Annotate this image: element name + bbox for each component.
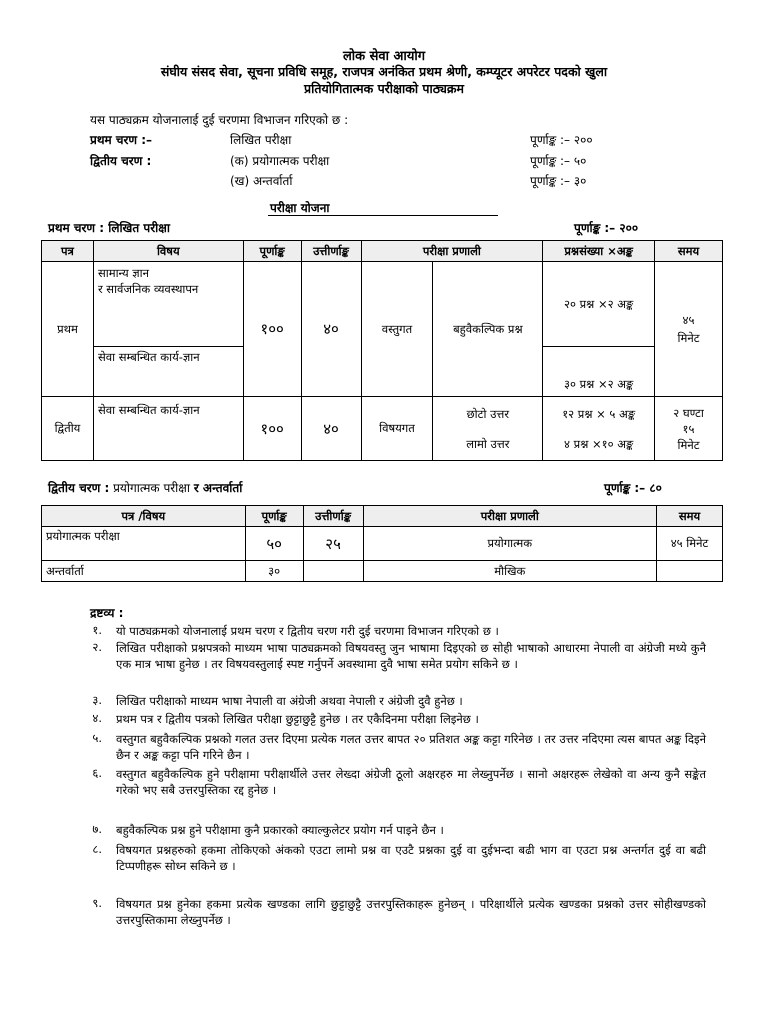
note-text: विषयगत प्रश्न हुनेका हकमा प्रत्येक खण्डका लागि छुट्टाछुट्टै उत्तरपुस्तिकाहरू हुनेछन् । परिक्षार्थीले प्रत्येक खण्डका प्रश्नको उत्तर सोहीखण्डको उत्तरपुस्तिकामा लेख्नुपर्नेछ । xyxy=(116,897,706,927)
doc-subtitle: संघीय संसद सेवा, सूचना प्रविधि समूह, राजपत्र अनंकित प्रथम श्रेणी, कम्प्यूटर अपरेटर पदको खुला xyxy=(160,64,608,79)
phase2-marks-1: पूर्णाङ्क :– ५० xyxy=(530,154,587,168)
paper2-pass: ४० xyxy=(301,397,361,461)
paper1-subject-a xyxy=(93,262,243,347)
phase2-item-1: (क) प्रयोगात्मक परीक्षा xyxy=(230,154,330,168)
note-number: ५. xyxy=(92,731,102,745)
note-number: ३. xyxy=(92,693,102,707)
paper1-time xyxy=(655,262,723,397)
paper2-q2: ४ प्रश्न ×१० अङ्क xyxy=(564,436,634,451)
written-exam-table xyxy=(41,240,723,461)
paper2-subject: सेवा सम्बन्धित कार्य-ज्ञान xyxy=(93,397,243,461)
paper1-q2: ३० प्रश्न ×२ अङ्क xyxy=(543,347,655,397)
note-number: २. xyxy=(92,640,102,654)
interview-time xyxy=(657,561,723,582)
phase1-marks: पूर्णाङ्क :– २०० xyxy=(530,133,593,147)
col-paper: पत्र xyxy=(42,241,94,262)
note-text: लिखित परीक्षाको प्रश्नपत्रको माध्यम भाषा पाठ्यक्रमको विषयवस्तु जुन भाषामा दिइएको छ सोही भाषाको आधारमा नेपाली वा अंग्रेजी मध्ये कुनै एक मात्र भाषा हुनेछ । तर विषयवस्तुलाई स्पष्ट गर्नुपर्ने अवस्थामा दुवै भाषा समेत प्रयोग सकिने छ । xyxy=(116,641,706,671)
paper1-type: वस्तुगत xyxy=(361,262,433,397)
paper2-time-hours: २ घण्टा xyxy=(673,405,704,420)
paper1-full: १०० xyxy=(243,262,301,397)
phase2-heading-practical: प्रयोगात्मक परीक्षा xyxy=(113,481,190,495)
paper1-method: बहुवैकल्पिक प्रश्न xyxy=(433,262,543,397)
note-number: ८. xyxy=(92,842,102,856)
paper2-method-long: लामो उत्तर xyxy=(466,436,510,451)
col-full-marks: पूर्णाङ्क xyxy=(243,241,301,262)
paper2-time-unit: मिनेट xyxy=(677,437,700,452)
paper2-type: विषयगत xyxy=(361,397,433,461)
note-number: ७. xyxy=(92,822,102,836)
plan-title: परीक्षा योजना xyxy=(270,201,330,215)
paper2-method-short: छोटो उत्तर xyxy=(466,406,510,421)
practical-full: ५० xyxy=(245,527,303,561)
paper1-pass: ४० xyxy=(301,262,361,397)
paper1-subject-b: सेवा सम्बन्धित कार्य-ज्ञान xyxy=(93,347,243,397)
paper1-subject-a-line2: र सार्वजनिक व्यवस्थापन xyxy=(97,282,199,296)
phase2-heading-interview: र अन्तर्वार्ता xyxy=(193,481,243,495)
col-time: समय xyxy=(655,241,723,262)
phase2-marks-2: पूर्णाङ्क :– ३० xyxy=(530,174,587,188)
practical-method: प्रयोगात्मक xyxy=(363,527,656,561)
note-text: वस्तुगत बहुवैकल्पिक प्रश्नको गलत उत्तर दिएमा प्रत्येक गलत उत्तर बापत २० प्रतिशत अङ्क कट्टा गरिनेछ । तर उत्तर नदिएमा त्यस बापत अङ्क दिइने छैन र अङ्क कट्टा पनि गरिने छैन । xyxy=(116,732,706,762)
col-subject: विषय xyxy=(93,241,243,262)
phase2-heading-label: द्वितीय चरण : xyxy=(48,481,110,495)
paper1-time-unit: मिनेट xyxy=(677,331,700,345)
col2-exam-method: परीक्षा प्रणाली xyxy=(363,506,656,527)
plan-title-underline xyxy=(268,215,498,216)
paper1-subject-a-line1: सामान्य ज्ञान xyxy=(97,266,149,280)
practical-pass: २५ xyxy=(303,527,363,561)
phase1-total-marks: पूर्णाङ्क :– २०० xyxy=(574,221,639,235)
intro-text: यस पाठ्यक्रम योजनालाई दुई चरणमा विभाजन गरिएको छ : xyxy=(90,113,349,127)
paper2-time xyxy=(655,397,723,461)
interview-subject: अन्तर्वार्ता xyxy=(42,561,246,582)
interview-method: मौखिक xyxy=(363,561,656,582)
col2-subject: पत्र /विषय xyxy=(42,506,246,527)
col2-time: समय xyxy=(657,506,723,527)
phase1-label: प्रथम चरण :– xyxy=(90,133,153,147)
phase1-heading: प्रथम चरण : लिखित परीक्षा xyxy=(48,221,170,235)
practical-interview-table xyxy=(41,505,723,582)
phase2-heading xyxy=(48,479,242,496)
paper2-q1: १२ प्रश्न × ५ अङ्क xyxy=(562,406,636,421)
doc-heading: प्रतियोगितात्मक परीक्षाको पाठ्यक्रम xyxy=(304,81,464,96)
phase2-item-2: (ख) अन्तर्वार्ता xyxy=(230,174,293,188)
paper2-time-minutes: १५ xyxy=(682,421,695,436)
notes-title: द्रष्टव्य : xyxy=(90,606,124,620)
note-text: विषयगत प्रश्नहरुको हकमा तोकिएको अंकको एउटा लामो प्रश्न वा एउटै प्रश्नका दुई वा दुईभन्दा बढी भाग वा एउटा प्रश्न अन्तर्गत दुई वा बढी टिप्पणीहरू सोध्न सकिने छ । xyxy=(116,843,706,873)
interview-full: ३० xyxy=(245,561,303,582)
practical-time: ४५ मिनेट xyxy=(657,527,723,561)
note-text: लिखित परीक्षाको माध्यम भाषा नेपाली वा अंग्रेजी अथवा नेपाली र अंग्रेजी दुवै हुनेछ । xyxy=(116,694,463,708)
phase1-item: लिखित परीक्षा xyxy=(230,133,292,147)
note-text: प्रथम पत्र र द्वितीय पत्रको लिखित परीक्षा छुट्टाछुट्टै हुनेछ । तर एकैदिनमा परीक्षा लिइनेछ । xyxy=(116,712,479,726)
col2-full-marks: पूर्णाङ्क xyxy=(245,506,303,527)
note-number: ४. xyxy=(92,711,102,725)
paper1-q1: २० प्रश्न ×२ अङ्क xyxy=(543,262,655,347)
note-number: १. xyxy=(92,623,102,637)
col-questions: प्रश्नसंख्या ×अङ्क xyxy=(543,241,655,262)
org-title: लोक सेवा आयोग xyxy=(342,49,426,64)
paper2-method xyxy=(433,397,543,461)
note-text: वस्तुगत बहुवैकल्पिक हुने परीक्षामा परीक्षार्थीले उत्तर लेख्दा अंग्रेजी ठूलो अक्षरहरु मा लेख्नुपर्नेछ । सानो अक्षरहरू लेखेको वा अन्य कुनै सङ्केत गरेको भए सबै उत्तरपुस्तिका रद्द हुनेछ । xyxy=(116,767,706,797)
note-number: ६. xyxy=(92,766,102,780)
paper2-name: द्वितीय xyxy=(42,397,94,461)
phase2-total-marks: पूर्णाङ्क :– ८० xyxy=(604,481,662,495)
practical-subject: प्रयोगात्मक परीक्षा xyxy=(42,527,246,561)
paper1-name: प्रथम xyxy=(42,262,94,397)
note-text: यो पाठ्यक्रमको योजनालाई प्रथम चरण र द्वितीय चरण गरी दुई चरणमा विभाजन गरिएको छ । xyxy=(116,624,499,638)
interview-pass xyxy=(303,561,363,582)
note-number: ९. xyxy=(92,896,102,910)
paper2-full: १०० xyxy=(243,397,301,461)
phase2-label: द्वितीय चरण : xyxy=(90,154,152,168)
paper2-questions xyxy=(543,397,655,461)
col2-pass-marks: उत्तीर्णाङ्क xyxy=(303,506,363,527)
col-exam-method: परीक्षा प्रणाली xyxy=(361,241,543,262)
col-pass-marks: उत्तीर्णाङ्क xyxy=(301,241,361,262)
note-text: बहुवैकल्पिक प्रश्न हुने परीक्षामा कुनै प्रकारको क्याल्कुलेटर प्रयोग गर्न पाइने छैन । xyxy=(116,823,444,837)
paper1-time-value: ४५ xyxy=(682,313,695,327)
